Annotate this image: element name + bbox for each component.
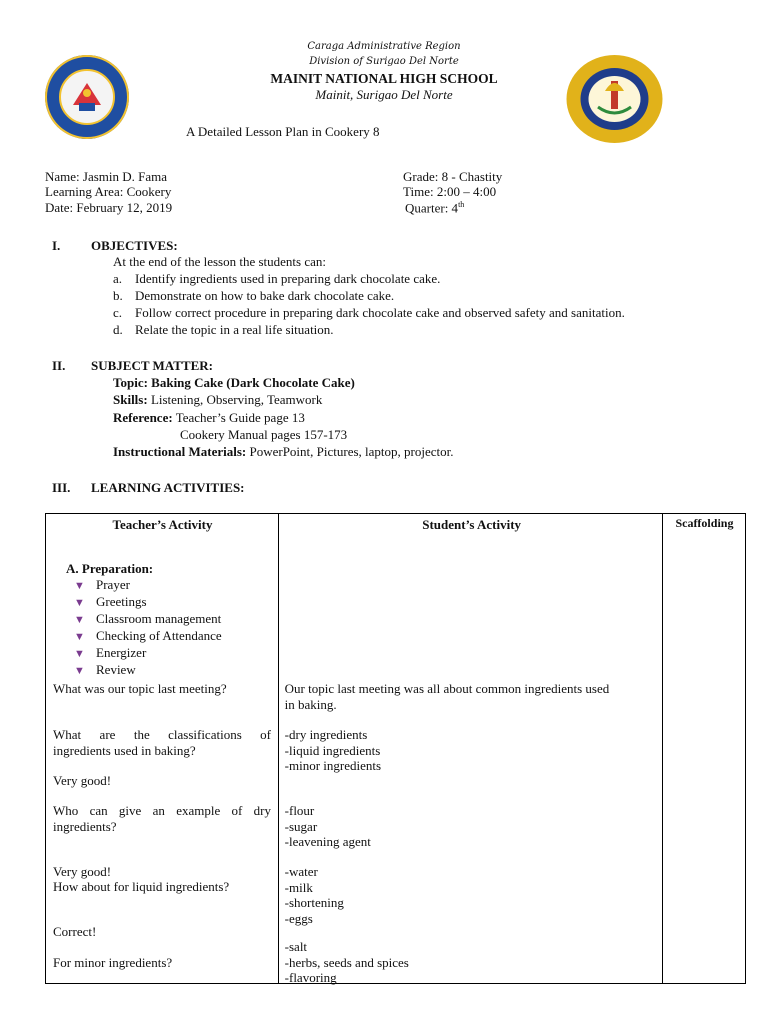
list-item: ▼ Review (74, 662, 136, 677)
grade-field: Grade: 8 - Chastity (403, 169, 503, 184)
reference-line: Reference: Teacher’s Guide page 13 (113, 410, 305, 425)
student-answer: -salt -herbs, seeds and spices -flavoring (284, 939, 409, 985)
teacher-question: What was our topic last meeting? (53, 681, 227, 696)
quarter-suffix: th (458, 200, 465, 209)
teacher-question: How about for liquid ingredients? (53, 879, 230, 894)
teacher-feedback: Very good! (53, 864, 112, 879)
skills-line: Skills: Listening, Observing, Teamwork (113, 392, 323, 407)
teacher-question: Who can give an example of dry (53, 803, 271, 818)
list-item: ▼ Checking of Attendance (74, 628, 222, 643)
teacher-question: ingredients? (53, 819, 117, 834)
student-answer: -dry ingredients -liquid ingredients -minor ingredients (284, 727, 382, 773)
topic-line: Topic: Baking Cake (Dark Chocolate Cake) (113, 375, 355, 390)
objective-item: d. Relate the topic in a real life situation. (113, 322, 334, 337)
school-name: MAINIT NATIONAL HIGH SCHOOL (270, 71, 498, 86)
quarter-value: Quarter: 4 (405, 200, 459, 216)
learning-area-field: Learning Area: Cookery (45, 184, 172, 199)
materials-line: Instructional Materials: PowerPoint, Pictures, laptop, projector. (113, 444, 454, 459)
scaffolding-header: Scaffolding (675, 516, 734, 530)
objective-item: a. Identify ingredients used in preparing dark chocolate cake. (113, 271, 441, 286)
preparation-heading: A. Preparation: (66, 561, 154, 576)
objectives-heading: OBJECTIVES: (91, 238, 178, 253)
name-field: Name: Jasmin D. Fama (45, 169, 168, 184)
student-answer: in baking. (284, 697, 337, 712)
bullet-icon: ▼ (74, 597, 85, 609)
subject-matter-number: II. (52, 358, 66, 373)
objective-item: b. Demonstrate on how to bake dark chocolate cake. (113, 288, 395, 303)
student-activity-header: Student’s Activity (422, 517, 522, 532)
student-answer: Our topic last meeting was all about common ingredients used (284, 681, 610, 696)
learning-activities-number: III. (52, 480, 71, 495)
teacher-question: For minor ingredients? (53, 955, 173, 970)
student-answer: -water -milk -shortening -eggs (284, 864, 344, 926)
school-location: Mainit, Surigao Del Norte (315, 87, 453, 102)
bullet-icon: ▼ (74, 648, 85, 660)
objectives-number: I. (52, 238, 61, 253)
subject-matter-heading: SUBJECT MATTER: (91, 358, 213, 373)
time-field: Time: 2:00 – 4:00 (403, 184, 497, 199)
quarter-field (405, 200, 464, 216)
division-line: Division of Surigao Del Norte (309, 56, 459, 67)
reference-line-2: Cookery Manual pages 157-173 (180, 427, 348, 442)
list-item: ▼ Greetings (74, 594, 147, 609)
bullet-icon: ▼ (74, 580, 85, 592)
teacher-question: ingredients used in baking? (53, 743, 196, 758)
teacher-question: What are the classifications of (53, 727, 271, 742)
document-title: A Detailed Lesson Plan in Cookery 8 (186, 124, 380, 139)
list-item: ▼ Classroom management (74, 611, 222, 626)
region-line: Caraga Administrative Region (307, 41, 461, 52)
objectives-intro: At the end of the lesson the students can: (113, 254, 327, 269)
objective-item: c. Follow correct procedure in preparing dark chocolate cake and observed safety and sanitation. (113, 305, 625, 320)
student-answer: -flour -sugar -leavening agent (284, 803, 371, 849)
list-item: ▼ Prayer (74, 577, 130, 592)
learning-activities-heading: LEARNING ACTIVITIES: (91, 480, 245, 495)
teacher-feedback: Correct! (53, 924, 97, 939)
date-field: Date: February 12, 2019 (45, 200, 173, 215)
teacher-activity-header: Teacher’s Activity (112, 517, 213, 532)
scaffolding-column (663, 514, 746, 984)
list-item: ▼ Energizer (74, 645, 147, 660)
teacher-column (46, 514, 279, 984)
bullet-icon: ▼ (74, 631, 85, 643)
bullet-icon: ▼ (74, 614, 85, 626)
teacher-feedback: Very good! (53, 773, 112, 788)
bullet-icon: ▼ (74, 665, 85, 677)
activities-table (45, 513, 746, 984)
preparation-list (74, 577, 222, 679)
student-column (278, 514, 663, 984)
